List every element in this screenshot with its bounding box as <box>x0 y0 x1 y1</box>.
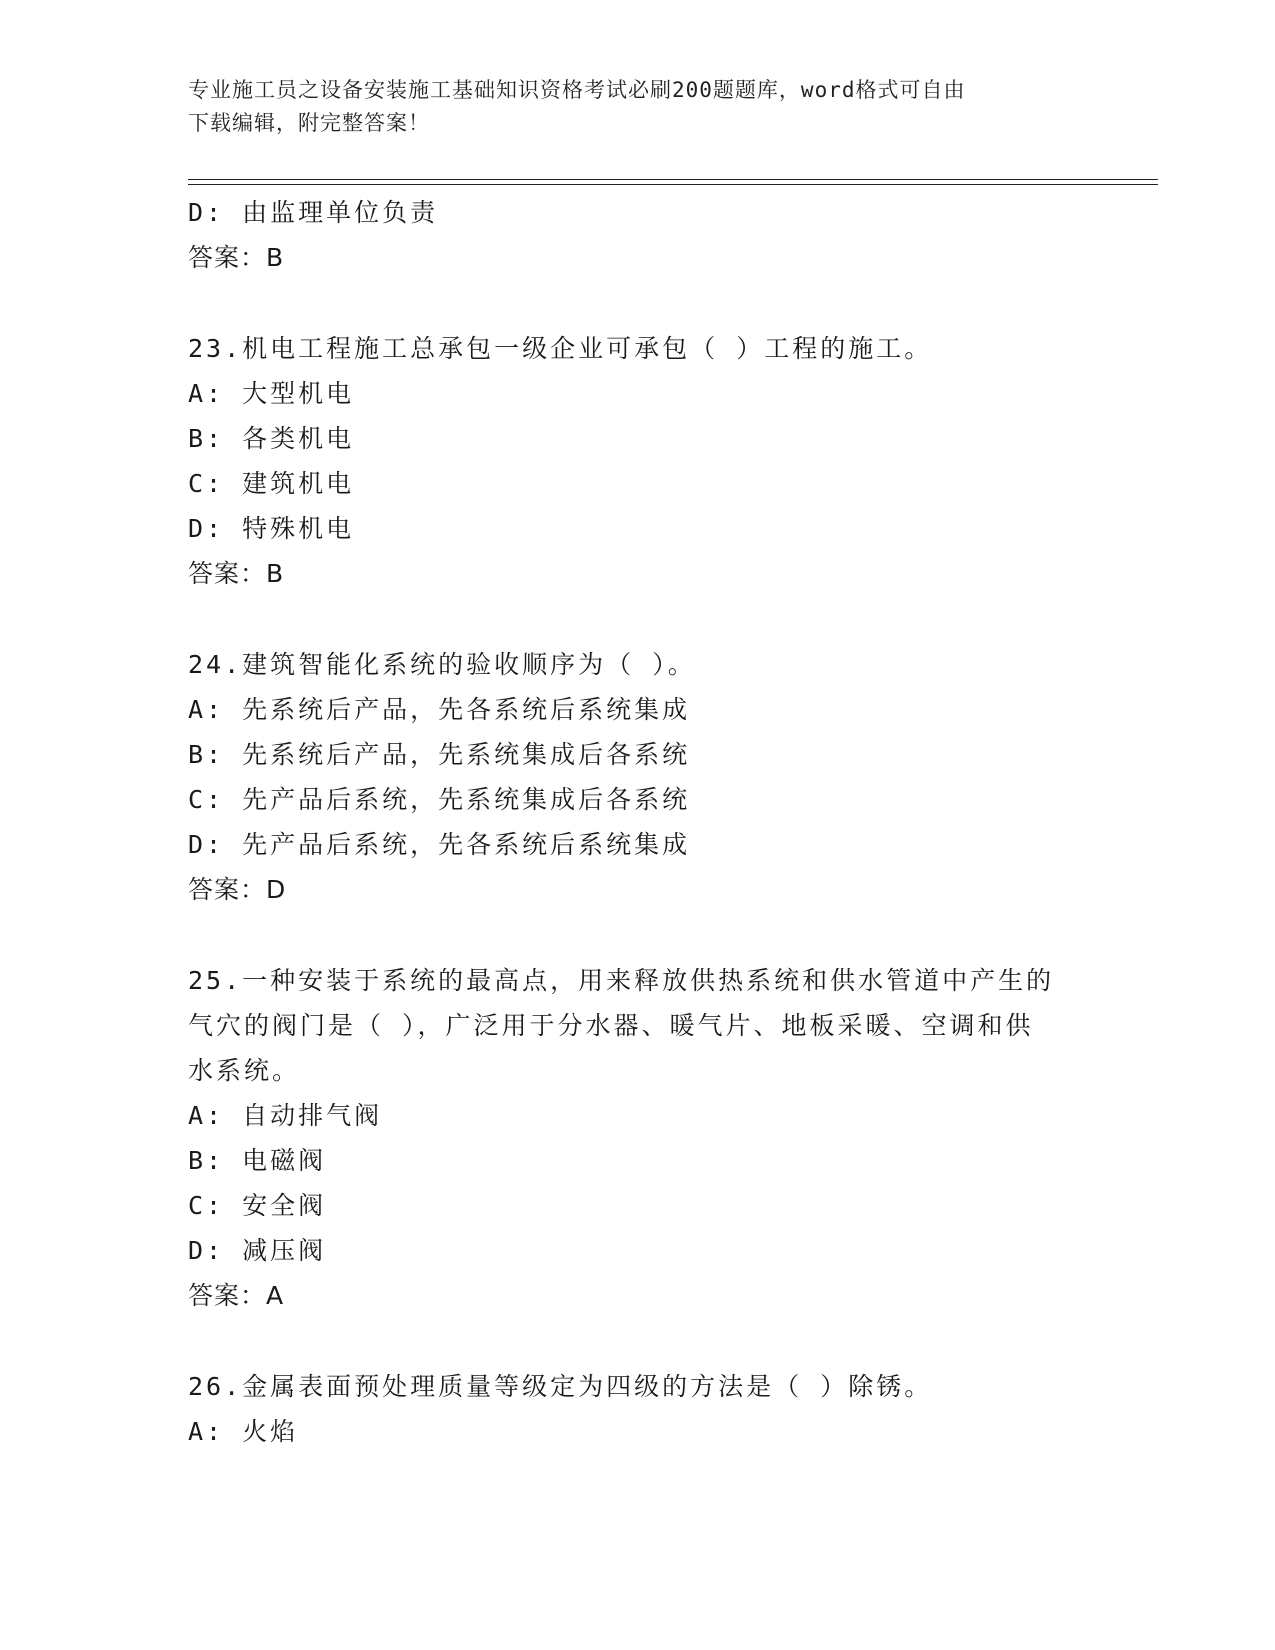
spacer <box>188 912 1088 958</box>
question-23-option-c: C: 建筑机电 <box>188 469 355 498</box>
question-23-option-a: A: 大型机电 <box>188 379 355 408</box>
question-24-option-a: A: 先系统后产品，先各系统后系统集成 <box>188 695 691 724</box>
question-24-option-c: C: 先产品后系统，先系统集成后各系统 <box>188 785 691 814</box>
header-title-line2: 下载编辑，附完整答案！ <box>188 111 430 135</box>
question-23-stem: 23.机电工程施工总承包一级企业可承包（ ）工程的施工。 <box>188 334 933 363</box>
prev-question-answer: 答案：B <box>188 243 285 272</box>
header-divider-top <box>188 179 1158 180</box>
question-23-option-b: B: 各类机电 <box>188 424 355 453</box>
question-24-answer: 答案：D <box>188 875 287 904</box>
question-25 <box>188 958 1088 1318</box>
question-26-option-a: A: 火焰 <box>188 1417 299 1446</box>
question-25-option-a: A: 自动排气阀 <box>188 1101 383 1130</box>
document-header <box>188 74 1088 140</box>
question-26 <box>188 1364 1088 1454</box>
question-list <box>188 190 1088 1454</box>
header-divider-bottom <box>188 184 1158 185</box>
question-25-stem-line2: 气穴的阀门是（ ），广泛用于分水器、暖气片、地板采暖、空调和供 <box>188 1011 1034 1040</box>
question-25-stem-line3: 水系统。 <box>188 1056 301 1085</box>
spacer <box>188 596 1088 642</box>
question-25-stem-line1: 25.一种安装于系统的最高点，用来释放供热系统和供水管道中产生的 <box>188 966 1055 995</box>
header-title-line1: 专业施工员之设备安装施工基础知识资格考试必刷200题题库，word格式可自由 <box>188 78 966 102</box>
question-25-option-b: B: 电磁阀 <box>188 1146 327 1175</box>
spacer <box>188 280 1088 326</box>
question-24-option-b: B: 先系统后产品，先系统集成后各系统 <box>188 740 691 769</box>
question-23 <box>188 326 1088 596</box>
question-23-option-d: D: 特殊机电 <box>188 514 355 543</box>
question-25-option-d: D: 减压阀 <box>188 1236 327 1265</box>
spacer <box>188 1318 1088 1364</box>
question-26-stem: 26.金属表面预处理质量等级定为四级的方法是（ ）除锈。 <box>188 1372 933 1401</box>
question-24 <box>188 642 1088 912</box>
question-23-answer: 答案：B <box>188 559 285 588</box>
question-24-option-d: D: 先产品后系统，先各系统后系统集成 <box>188 830 691 859</box>
question-24-stem: 24.建筑智能化系统的验收顺序为（ ）。 <box>188 650 696 679</box>
question-25-answer: 答案：A <box>188 1281 285 1310</box>
prev-question-option-d: D: 由监理单位负责 <box>188 198 439 227</box>
question-25-option-c: C: 安全阀 <box>188 1191 327 1220</box>
